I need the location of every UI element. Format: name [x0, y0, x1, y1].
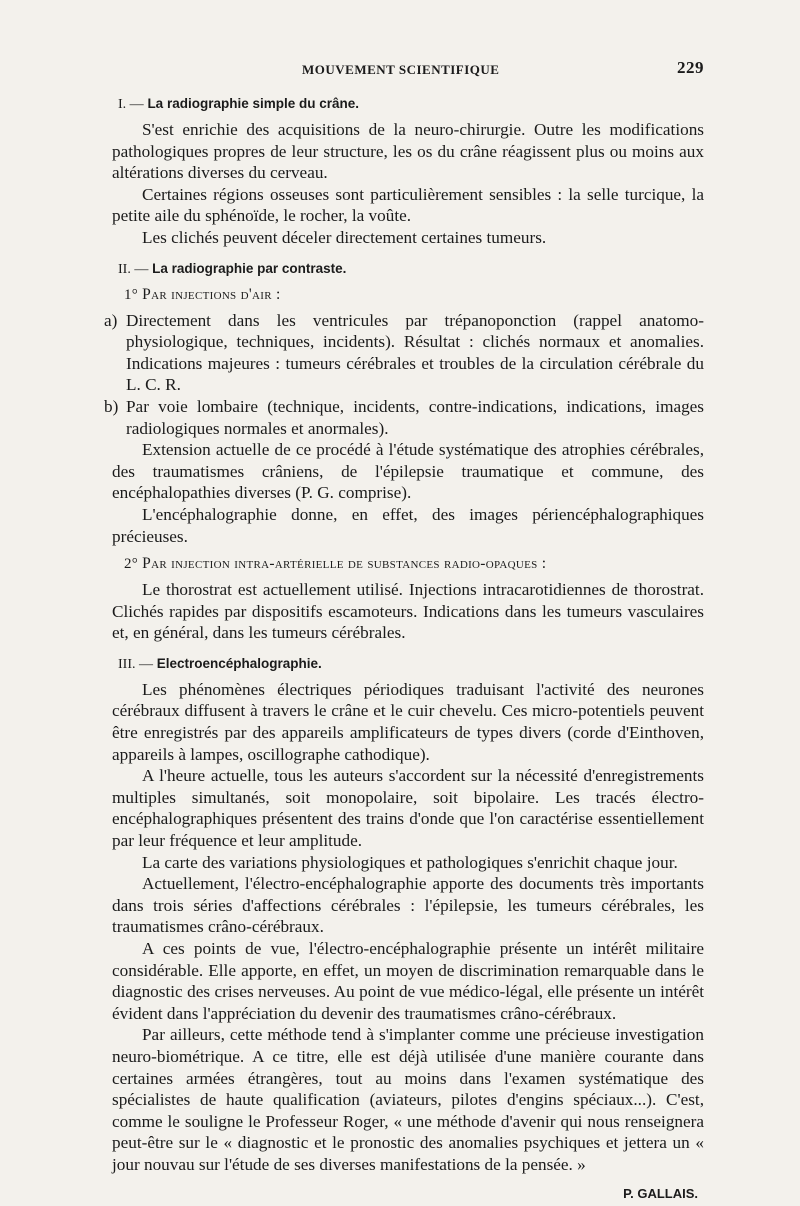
subsection-title: Par injection intra-artérielle de substances radio-opaques : [142, 555, 547, 573]
list-item-text: Directement dans les ventricules par trépanoponction (rappel anatomo-physiologique, techniques, incidents). Résultat : clichés normaux et anomalies. Indications majeures : tumeurs cérébrales et troubles de la circulation cérébrale du L. C. R. [126, 310, 704, 395]
paragraph: S'est enrichie des acquisitions de la neuro-chirurgie. Outre les modifications pathologiques propres de leur structure, les os du crâne réagissent plus ou moins aux altérations diverses du cerveau. [112, 120, 704, 183]
paragraph: Actuellement, l'électro-encéphalographie apporte des documents très importants dans trois séries d'affections cérébrales : l'épilepsie, les tumeurs cérébrales, les traumatismes crâno-cérébraux. [112, 874, 704, 937]
paragraph: A ces points de vue, l'électro-encéphalographie présente un intérêt militaire considérable. Elle apporte, en effet, un moyen de discrimination remarquable dans le diagnostic des crises nerveuses. Au point de vue médico-légal, elle présente un intérêt évident dans l'appréciation du devenir des traumatismes crâno-cérébraux. [112, 939, 704, 1023]
page-number: 229 [677, 58, 704, 77]
section-heading [118, 96, 704, 113]
subsection-number: 1° [124, 286, 139, 303]
subsection-heading [124, 286, 704, 304]
paragraph: La carte des variations physiologiques et pathologiques s'enrichit chaque jour. [142, 852, 678, 872]
section-heading [118, 261, 704, 278]
paragraph: Par ailleurs, cette méthode tend à s'implanter comme une précieuse investigation neuro-biométrique. A ce titre, elle est déjà utilisée d'une manière courante dans certaines armées étrangères, tout au moins dans l'examen systématique des spécialistes de haute qualification (aviateurs, pilotes d'engins spéciaux...). C'est, comme le souligne le Professeur Roger, « une méthode d'avenir qui nous renseignera peut-être sur le « diagnostic et le pronostic des anomalies psychiques et jettera un « jour nouvau sur l'étude de ses diverses manifestations de la pensée. » [112, 1025, 704, 1174]
section-heading [118, 656, 704, 673]
subsection-number: 2° [124, 556, 139, 573]
paragraph: Les phénomènes électriques périodiques traduisant l'activité des neurones cérébraux diffusent à travers le crâne et le cuir chevelu. Ces micro-potentiels peuvent être enregistrés par des appareils amplificateurs de types divers (corde d'Einthoven, appareils à lampes, oscillographe cathodique). [112, 679, 704, 764]
list-item [104, 310, 704, 396]
paragraph: A l'heure actuelle, tous les auteurs s'accordent sur la nécessité d'enregistrements multiples simultanés, soit monopolaire, soit bipolaire. Les tracés électro-encéphalographiques présentent des trains d'onde que l'on caractérise essentiellement par leur fréquence et leur amplitude. [112, 766, 704, 851]
section-numeral: III. — [118, 656, 153, 672]
paragraph: Les clichés peuvent déceler directement certaines tumeurs. [142, 227, 547, 247]
running-header [112, 58, 704, 84]
section-2 [104, 260, 704, 644]
section-1 [112, 96, 704, 249]
list-item-text: Par voie lombaire (technique, incidents, contre-indications, indications, images radiologiques normales et anormales). [126, 396, 704, 438]
subsection-heading [124, 555, 704, 573]
section-numeral: II. — [118, 261, 149, 277]
subsection-title: Par injections d'air : [142, 285, 281, 303]
paragraph: L'encéphalographie donne, en effet, des images périencéphalographiques précieuses. [112, 504, 704, 546]
list-item-label: b) [104, 396, 119, 416]
list-item-label: a) [104, 310, 118, 330]
paragraph: Certaines régions osseuses sont particulièrement sensibles : la selle turcique, la petite aile du sphénoïde, le rocher, la voûte. [112, 184, 704, 226]
section-numeral: I. — [118, 97, 144, 112]
section-title: La radiographie par contraste. [152, 260, 347, 276]
list-item [104, 396, 704, 439]
author-signature: P. GALLAIS. [623, 1185, 698, 1201]
section-title: La radiographie simple du crâne. [147, 96, 359, 111]
running-title: MOUVEMENT SCIENTIFIQUE [302, 62, 500, 77]
paragraph: Extension actuelle de ce procédé à l'étude systématique des atrophies cérébrales, des traumatismes crâniens, de l'épilepsie traumatique et commune, des encéphalopathies diverses (P. G. comprise). [112, 440, 704, 503]
section-3 [112, 656, 704, 1176]
paragraph: Le thorostrat est actuellement utilisé. Injections intracarotidiennes de thorostrat. Clichés rapides par dispositifs escamoteurs. Indications dans les tumeurs vasculaires et, en général, dans les tumeurs cérébrales. [112, 580, 704, 643]
section-title: Electroencéphalographie. [156, 655, 322, 671]
